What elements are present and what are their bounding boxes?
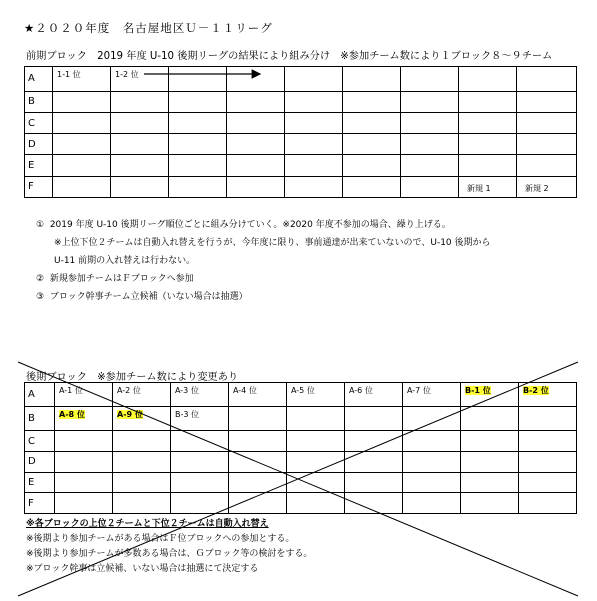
note-line: ※後期より参加チームがある場合はＦ位ブロックへの参加とする。 — [26, 534, 295, 544]
row-label: C — [25, 431, 55, 452]
note-line: ① 2019 年度 U-10 後期リーグ順位ごとに組み分けていく。※2020 年度不参加の場合、繰り上げる。 — [36, 220, 451, 230]
cell-label: A-2 位 — [117, 386, 141, 395]
row-label: D — [25, 451, 55, 472]
first-block-caption: 前期ブロック 2019 年度 U-10 後期リーグの結果により組み分け ※参加チーム数により１ブロック８～９チーム — [26, 51, 553, 62]
note-line: ※各ブロックの上位２チームと下位２チームは自動入れ替え — [26, 519, 269, 529]
highlighted-cell-label: A-9 位 — [117, 410, 143, 420]
cell-label: 1-1 位 — [57, 70, 81, 79]
note-line: U-11 前期の入れ替えは行わない。 — [54, 256, 196, 266]
cell-label: A-6 位 — [349, 386, 373, 395]
row-label: B — [25, 91, 53, 112]
note-line: ② 新規参加チームはＦブロックへ参加 — [36, 274, 194, 284]
row-label: A — [25, 67, 53, 92]
row-label: E — [25, 472, 55, 493]
highlighted-cell-label: B-2 位 — [523, 386, 549, 395]
cell-label: A-4 位 — [233, 386, 257, 395]
cell-label: B-3 位 — [175, 410, 200, 420]
note-line: ※後期より参加チームが多数ある場合は、Ｇブロック等の検討をする。 — [26, 549, 313, 559]
cell-label: A-3 位 — [175, 386, 199, 395]
highlighted-cell-label: B-1 位 — [465, 386, 491, 395]
note-line: ③ ブロック幹事チーム立候補（いない場合は抽選） — [36, 292, 248, 302]
note-line: ※上位下位２チームは自動入れ替えを行うが、今年度に限り、事前通達が出来ていないので、U-10 後期から — [54, 238, 491, 248]
row-label: B — [25, 407, 55, 431]
cell-label: 1-2 位 — [115, 70, 139, 79]
row-label: F — [25, 176, 53, 197]
highlighted-cell-label: A-8 位 — [59, 410, 85, 420]
row-label: F — [25, 493, 55, 514]
cell-label: A-5 位 — [291, 386, 315, 395]
row-label: E — [25, 155, 53, 176]
row-label: A — [25, 383, 55, 407]
row-label: D — [25, 134, 53, 155]
cell-label: 新規 2 — [525, 183, 549, 193]
cell-label: 新規 1 — [467, 183, 491, 193]
second-block-caption: 後期ブロック ※参加チーム数により変更あり — [26, 372, 239, 383]
page-title: ★２０２０年度 名古屋地区Ｕ－１１リーグ — [24, 21, 273, 35]
cell-label: A-1 位 — [59, 386, 83, 395]
row-label: C — [25, 113, 53, 134]
cell-label: A-7 位 — [407, 386, 431, 395]
note-line: ※ブロック幹事は立候補、いない場合は抽選にて決定する — [26, 564, 259, 574]
